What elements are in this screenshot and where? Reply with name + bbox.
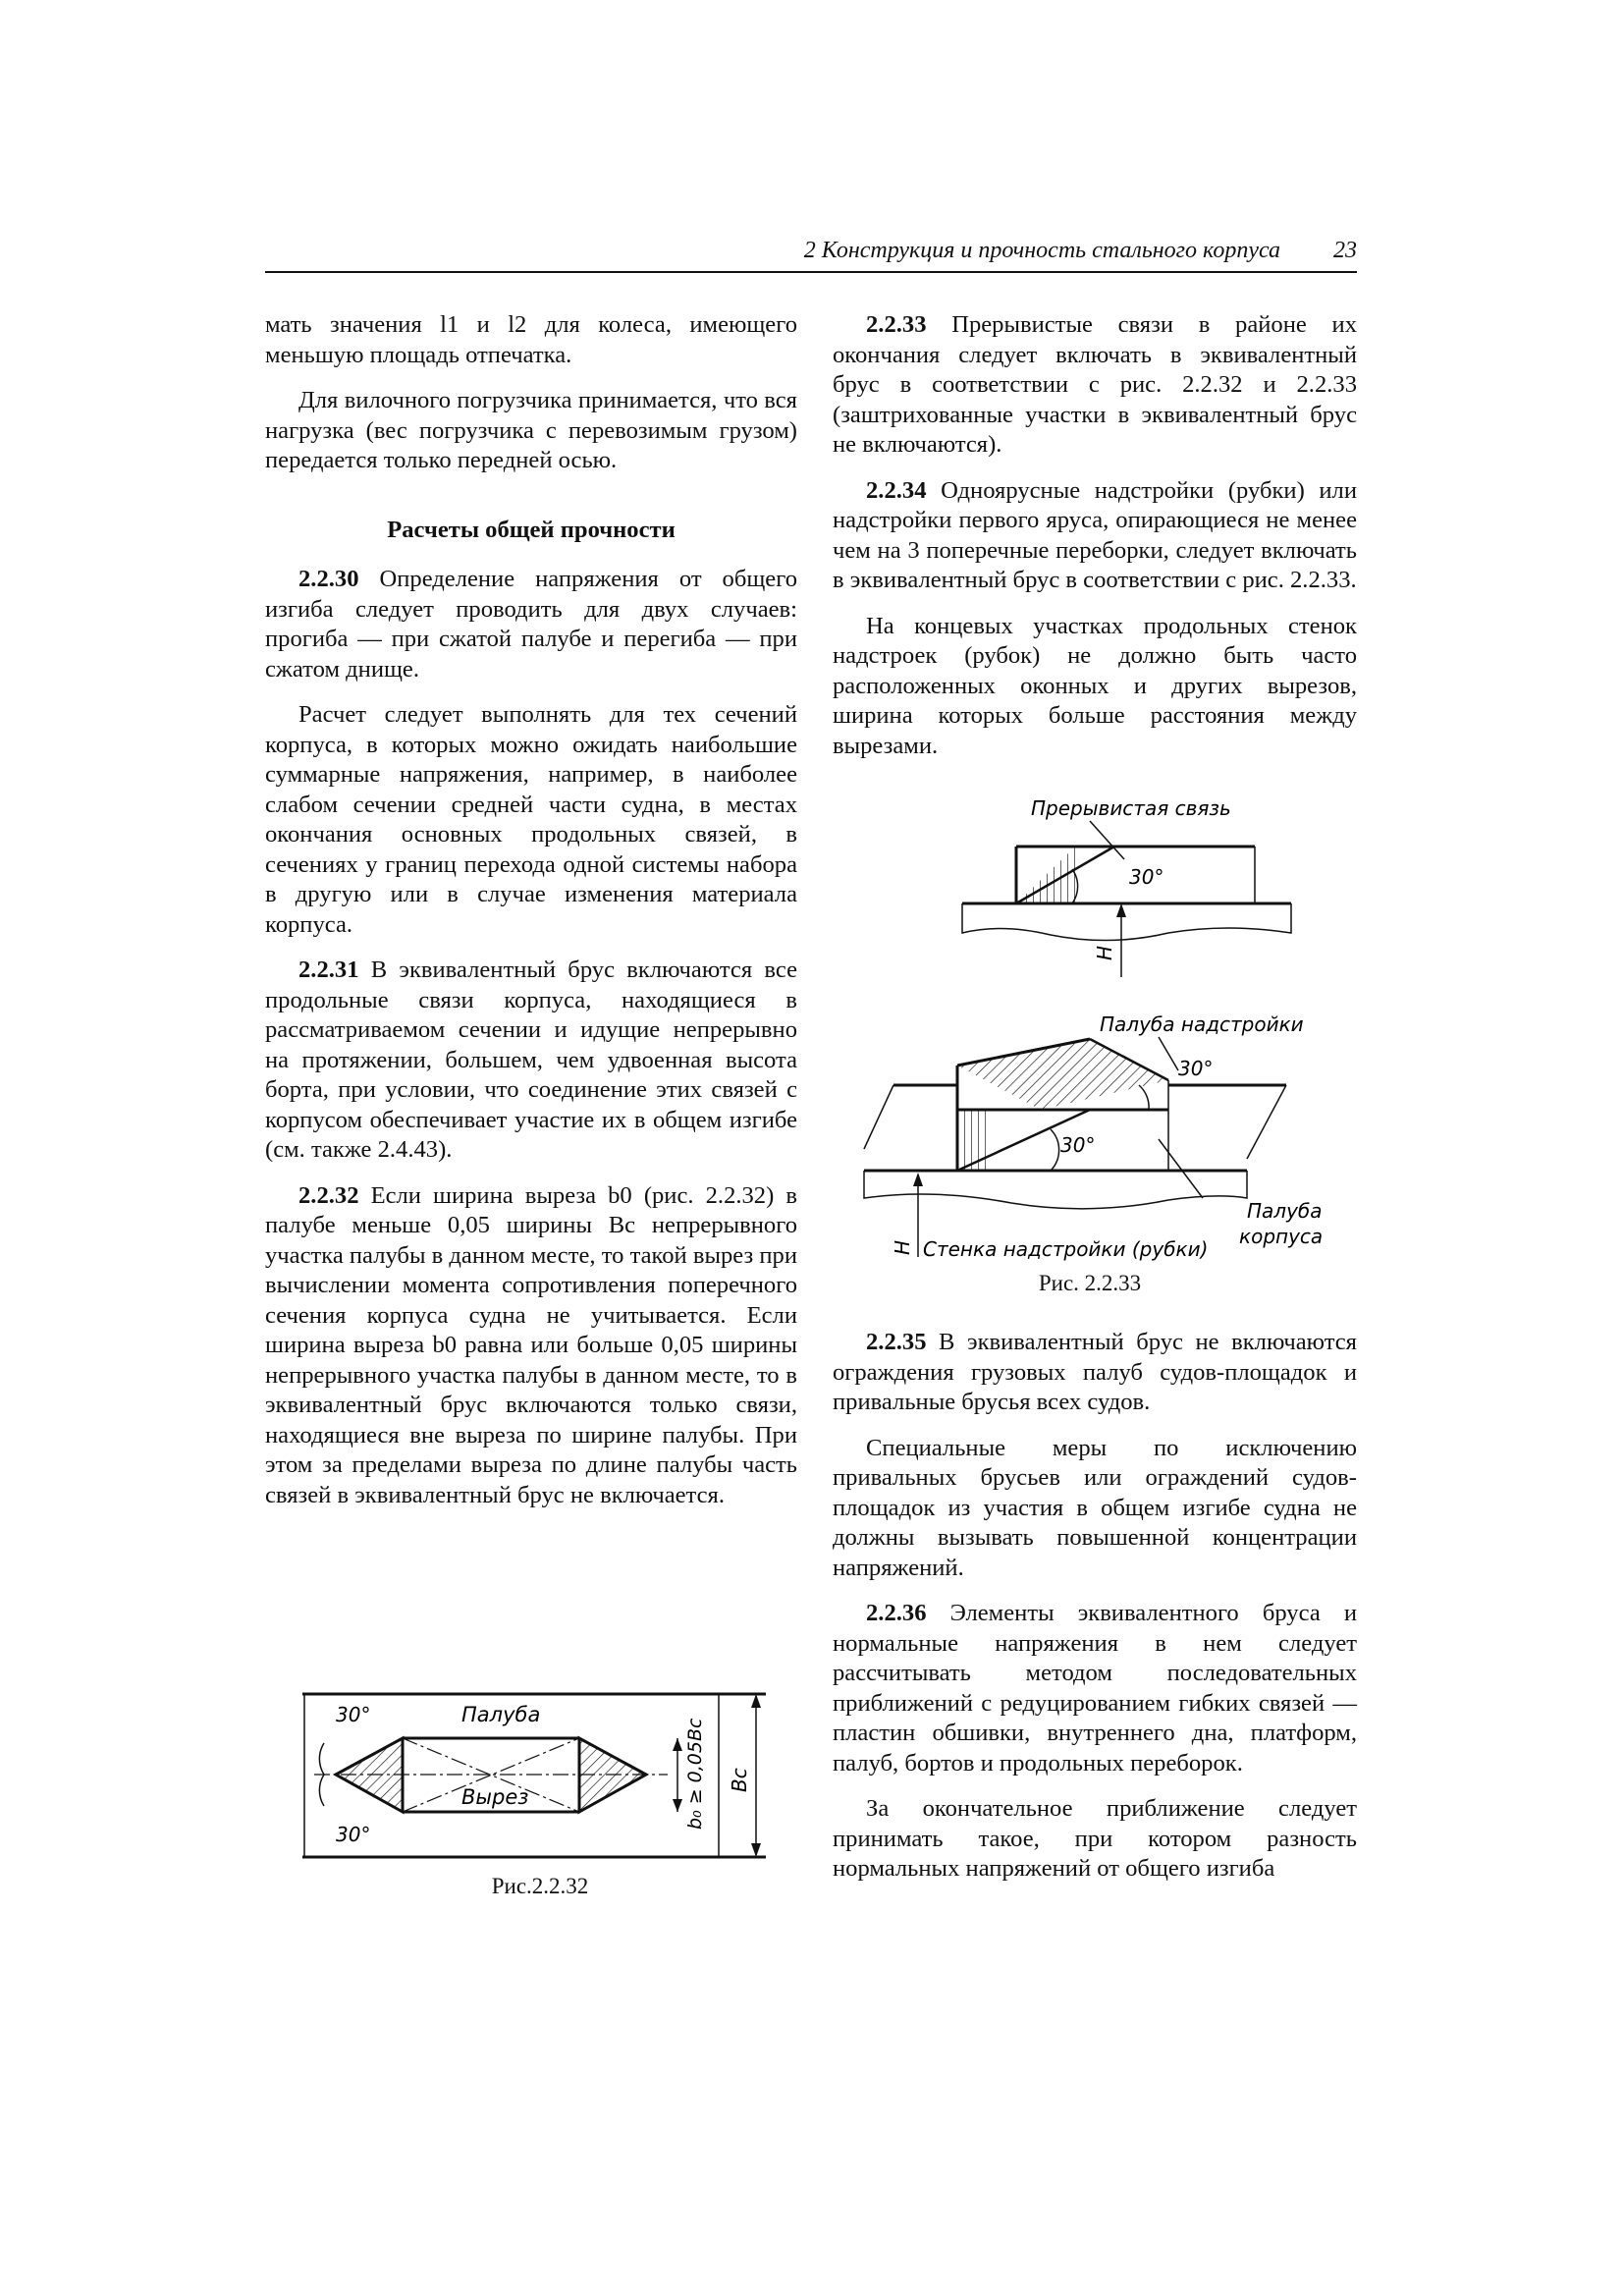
- label-h: H: [1093, 945, 1116, 960]
- left-column: [265, 310, 797, 1526]
- label-superstructure-deck: Палуба надстройки: [1100, 1012, 1304, 1036]
- clause-number: 2.2.33: [866, 311, 927, 338]
- label-bc: Bс: [728, 1768, 751, 1792]
- figure-caption: Рис. 2.2.33: [1038, 1271, 1142, 1295]
- leader-line: [1159, 1037, 1178, 1070]
- label-b0: b₀ ≥ 0,05Bс: [684, 1718, 706, 1830]
- clause-number: 2.2.31: [298, 957, 359, 983]
- paragraph-text: Определение напряжения от общего изгиба следует проводить для двух случаев: прогиба — при сжатой палубе и перегиба — при сжатом днище.: [265, 566, 797, 683]
- leader-line: [1090, 821, 1124, 859]
- arrow-head: [913, 1173, 923, 1186]
- section-heading: Расчеты общей прочности: [387, 516, 676, 543]
- hull-break: [864, 1171, 1247, 1209]
- paragraph-text: Прерывистые связи в районе их окончания следует включать в эквивалентный брус в соответствии с рис. 2.2.32 и 2.2.33 (заштрихованные участки в эквивалентный брус не включаются).: [833, 311, 1357, 458]
- paragraph-2-2-31: [265, 956, 797, 1166]
- paragraph-text: Если ширина выреза b0 (рис. 2.2.32) в палубе меньше 0,05 ширины Bc непрерывного участка палубы в данном месте, то такой вырез при вычислении момента сопротивления поперечного сечения корпуса судна не учитывается. Если ширина выреза b0 равна или больше 0,05 ширины непрерывного участка палубы в данном месте, то в эквивалентный брус включаются только связи, находящиеся вне выреза по ширине палубы. При этом за пределами выреза по длине палубы часть связей в эквивалентный брус не включается.: [265, 1181, 797, 1508]
- label-deck: Палуба: [461, 1703, 541, 1726]
- arrow-head: [673, 1738, 682, 1751]
- paragraph-text: В эквивалентный брус включаются все продольные связи корпуса, находящиеся в рассматриваемом сечении и идущие непрерывно на протяжении, большем, чем удвоенная высота борта, при условии, что соединение этих связей с корпусом обеспечивает участие их в общем изгибе (см. также 2.4.43).: [265, 957, 797, 1163]
- angle-arc: [1139, 1085, 1149, 1110]
- arrow-head: [751, 1694, 761, 1708]
- figure-2-2-33-drawing: [854, 786, 1325, 1296]
- angle-arc: [1051, 1129, 1059, 1171]
- figure-2-2-32: [295, 1684, 785, 1867]
- paragraph-2-2-36: [833, 1599, 1357, 1778]
- paragraph: мать значения l1 и l2 для колеса, имеющего меньшую площадь отпечатка.: [265, 311, 797, 368]
- label-hull-deck-1: Палуба: [1247, 1199, 1323, 1223]
- paragraph-text: Одноярусные надстройки (рубки) или надстройки первого яруса, опирающиеся не менее чем на 3 поперечные переборки, следует включать в эквивалентный брус в соответствии с рис. 2.2.33.: [833, 476, 1357, 593]
- paragraph: Специальные меры по исключению привальных брусьев или ограждений судов-площадок из участия в общем изгибе судна не должны вызывать повышенной концентрации напряжений.: [833, 1434, 1357, 1581]
- running-header: [265, 234, 1357, 273]
- paragraph-2-2-30: [265, 565, 797, 684]
- figure-caption: Рис.2.2.32: [491, 1874, 589, 1898]
- label-interrupted-link: Прерывистая связь: [1031, 796, 1231, 820]
- hatched-region-upper: [957, 1039, 1168, 1110]
- arrow-head: [673, 1799, 682, 1812]
- paragraph-2-2-32: [265, 1181, 797, 1511]
- label-angle-bottom: 30°: [336, 1823, 371, 1846]
- arrow-head: [1116, 903, 1126, 917]
- angle-arc: [319, 1775, 324, 1806]
- label-angle: 30°: [1129, 865, 1164, 889]
- leader-line: [1159, 1139, 1203, 1198]
- clause-number: 2.2.34: [866, 476, 927, 504]
- paragraph: Расчет следует выполнять для тех сечений корпуса, в которых можно ожидать наибольшие суммарные напряжения, например, в наиболее слабом сечении средней части судна, в местах окончания основных продольных связей, в сечениях у границ перехода одной системы набора в другую или в случае изменения материала корпуса.: [265, 701, 797, 938]
- right-column: [833, 310, 1357, 777]
- label-angle-top: 30°: [336, 1703, 371, 1726]
- page-number: 23: [1333, 238, 1357, 263]
- label-angle-b: 30°: [1060, 1133, 1096, 1157]
- deck-break: [962, 903, 1291, 941]
- label-cut: Вырез: [461, 1785, 529, 1809]
- clause-number: 2.2.35: [866, 1329, 927, 1355]
- clause-number: 2.2.32: [298, 1181, 359, 1209]
- figure-2-2-33: [854, 786, 1325, 1296]
- paragraph-2-2-33: [833, 310, 1357, 461]
- angle-arc: [319, 1743, 324, 1775]
- paragraph-text: Элементы эквивалентного бруса и нормальные напряжения в нем следует рассчитывать методом последовательных приближений с редуцированием гибких связей — пластин обшивки, внутреннего дна, платформ, палуб, бортов и продольных переборок.: [833, 1600, 1357, 1777]
- deck-edge-right: [1247, 1085, 1286, 1159]
- arrow-head: [751, 1843, 761, 1857]
- running-header-title: 2 Конструкция и прочность стального корпуса: [803, 238, 1280, 263]
- label-hull-deck-2: корпуса: [1239, 1225, 1324, 1248]
- label-angle-a: 30°: [1178, 1057, 1214, 1080]
- paragraph-2-2-34: [833, 476, 1357, 596]
- paragraph: На концевых участках продольных стенок надстроек (рубок) не должно быть часто расположенных оконных и других вырезов, ширина которых больше расстояния между вырезами.: [833, 612, 1357, 759]
- paragraph-2-2-35: [833, 1328, 1357, 1418]
- paragraph: Для вилочного погрузчика принимается, что вся нагрузка (вес погрузчика с перевозимым грузом) передается только передней осью.: [265, 387, 797, 473]
- right-column-lower: [833, 1328, 1357, 1900]
- label-h: H: [891, 1239, 914, 1255]
- figure-2-2-32-drawing: [295, 1684, 785, 1867]
- hatched-triangle-right: [579, 1738, 646, 1812]
- paragraph: За окончательное приближение следует принимать такое, при котором разность нормальных напряжений от общего изгиба: [833, 1795, 1357, 1882]
- paragraph-text: В эквивалентный брус не включаются ограждения грузовых палуб судов-площадок и привальные брусья всех судов.: [833, 1329, 1357, 1415]
- clause-number: 2.2.30: [298, 566, 359, 592]
- clause-number: 2.2.36: [866, 1600, 927, 1626]
- deck-edge-left: [864, 1085, 893, 1149]
- hatched-triangle-left: [336, 1738, 403, 1812]
- label-superstructure-wall: Стенка надстройки (рубки): [923, 1237, 1209, 1261]
